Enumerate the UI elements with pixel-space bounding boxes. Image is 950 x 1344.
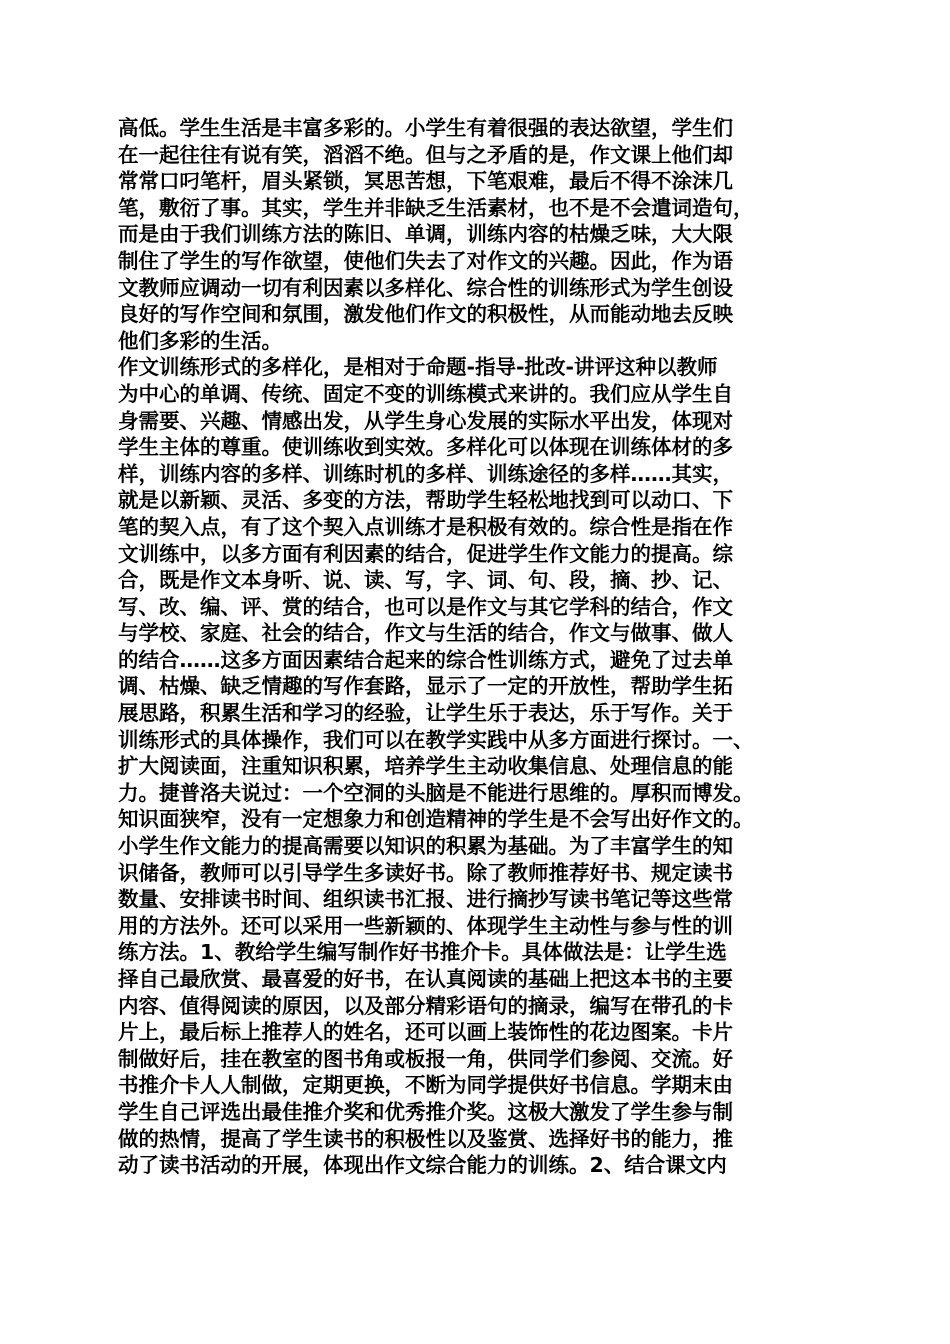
text-line: 常常口叼笔杆，眉头紧锁，冥思苦想，下笔艰难，最后不得不涂沫几: [118, 169, 733, 194]
text-line: 的结合……这多方面因素结合起来的综合性训练方式，避免了过去单: [118, 647, 733, 672]
text-line: 合，既是作文本身听、说、读、写，字、词、句、段，摘、抄、记、: [118, 568, 733, 593]
text-line: 他们多彩的生活。: [118, 328, 282, 353]
text-line: 片上，最后标上推荐人的姓名，还可以画上装饰性的花边图案。卡片: [118, 1020, 733, 1045]
text-line: 与学校、家庭、社会的结合，作文与生活的结合，作文与做事、做人: [118, 621, 733, 646]
text-line: 内容、值得阅读的原因，以及部分精彩语句的摘录，编写在带孔的卡: [118, 993, 733, 1018]
text-line: 样，训练内容的多样、训练时机的多样、训练途径的多样……其实，: [118, 461, 733, 486]
text-line: 知识面狭窄，没有一定想象力和创造精神的学生是不会写出好作文的。: [118, 807, 754, 832]
text-line: 文训练中，以多方面有利因素的结合，促进学生作文能力的提高。综: [118, 541, 733, 566]
document-body-text: [118, 115, 858, 1179]
text-line: 识储备，教师可以引导学生多读好书。除了教师推荐好书、规定读书: [118, 860, 733, 885]
text-line: 展思路，积累生活和学习的经验，让学生乐于表达，乐于写作。关于: [118, 701, 733, 726]
text-line: 动了读书活动的开展，体现出作文综合能力的训练。2、结合课文内: [118, 1153, 727, 1178]
text-line: 高低。学生生活是丰富多彩的。小学生有着很强的表达欲望，学生们: [118, 116, 733, 140]
text-line: 为中心的单调、传统、固定不变的训练模式来讲的。我们应从学生自: [118, 381, 733, 406]
text-line: 力。捷普洛夫说过：一个空洞的头脑是不能进行思维的。厚积而博发。: [118, 780, 754, 805]
text-line: 文教师应调动一切有利因素以多样化、综合性的训练形式为学生创设: [118, 275, 733, 300]
text-line: 笔的契入点，有了这个契入点训练才是积极有效的。综合性是指在作: [118, 514, 733, 539]
text-line: 身需要、兴趣、情感出发，从学生身心发展的实际水平出发，体现对: [118, 408, 733, 433]
text-line: 良好的写作空间和氛围，激发他们作文的积极性，从而能动地去反映: [118, 302, 733, 327]
text-line: 做的热情，提高了学生读书的积极性以及鉴赏、选择好书的能力，推: [118, 1126, 733, 1151]
text-line: 数量、安排读书时间、组织读书汇报、进行摘抄写读书笔记等这些常: [118, 887, 733, 912]
text-line: 调、枯燥、缺乏情趣的写作套路，显示了一定的开放性，帮助学生拓: [118, 674, 733, 699]
text-line: 笔，敷衍了事。其实，学生并非缺乏生活素材，也不是不会遣词造句，: [118, 195, 754, 220]
text-line: 扩大阅读面，注重知识积累，培养学生主动收集信息、处理信息的能: [118, 754, 733, 779]
text-line: 训练形式的具体操作，我们可以在教学实践中从多方面进行探讨。一、: [118, 727, 754, 752]
text-line: 小学生作文能力的提高需要以知识的积累为基础。为了丰富学生的知: [118, 834, 733, 859]
text-line: 就是以新颖、灵活、多变的方法，帮助学生轻松地找到可以动口、下: [118, 488, 733, 513]
text-line: 书推介卡人人制做，定期更换，不断为同学提供好书信息。学期末由: [118, 1073, 733, 1098]
text-line: 学生自己评选出最佳推介奖和优秀推介奖。这极大激发了学生参与制: [118, 1099, 733, 1124]
text-line: 而是由于我们训练方法的陈旧、单调，训练内容的枯燥乏味，大大限: [118, 222, 733, 247]
text-line: 练方法。1、教给学生编写制作好书推介卡。具体做法是：让学生选: [118, 940, 727, 965]
text-line: 作文训练形式的多样化，是相对于命题-指导-批改-讲评这种以教师: [118, 355, 718, 380]
text-line: 择自己最欣赏、最喜爱的好书，在认真阅读的基础上把这本书的主要: [118, 967, 733, 991]
text-line: 在一起往往有说有笑，滔滔不绝。但与之矛盾的是，作文课上他们却: [118, 142, 733, 167]
text-line: 用的方法外。还可以采用一些新颖的、体现学生主动性与参与性的训: [118, 913, 733, 938]
text-line: 学生主体的尊重。使训练收到实效。多样化可以体现在训练体材的多: [118, 435, 733, 460]
text-line: 制做好后，挂在教室的图书角或板报一角，供同学们参阅、交流。好: [118, 1046, 733, 1071]
text-line: 制住了学生的写作欲望，使他们失去了对作文的兴趣。因此，作为语: [118, 248, 733, 273]
text-line: 写、改、编、评、赏的结合，也可以是作文与其它学科的结合，作文: [118, 594, 733, 619]
